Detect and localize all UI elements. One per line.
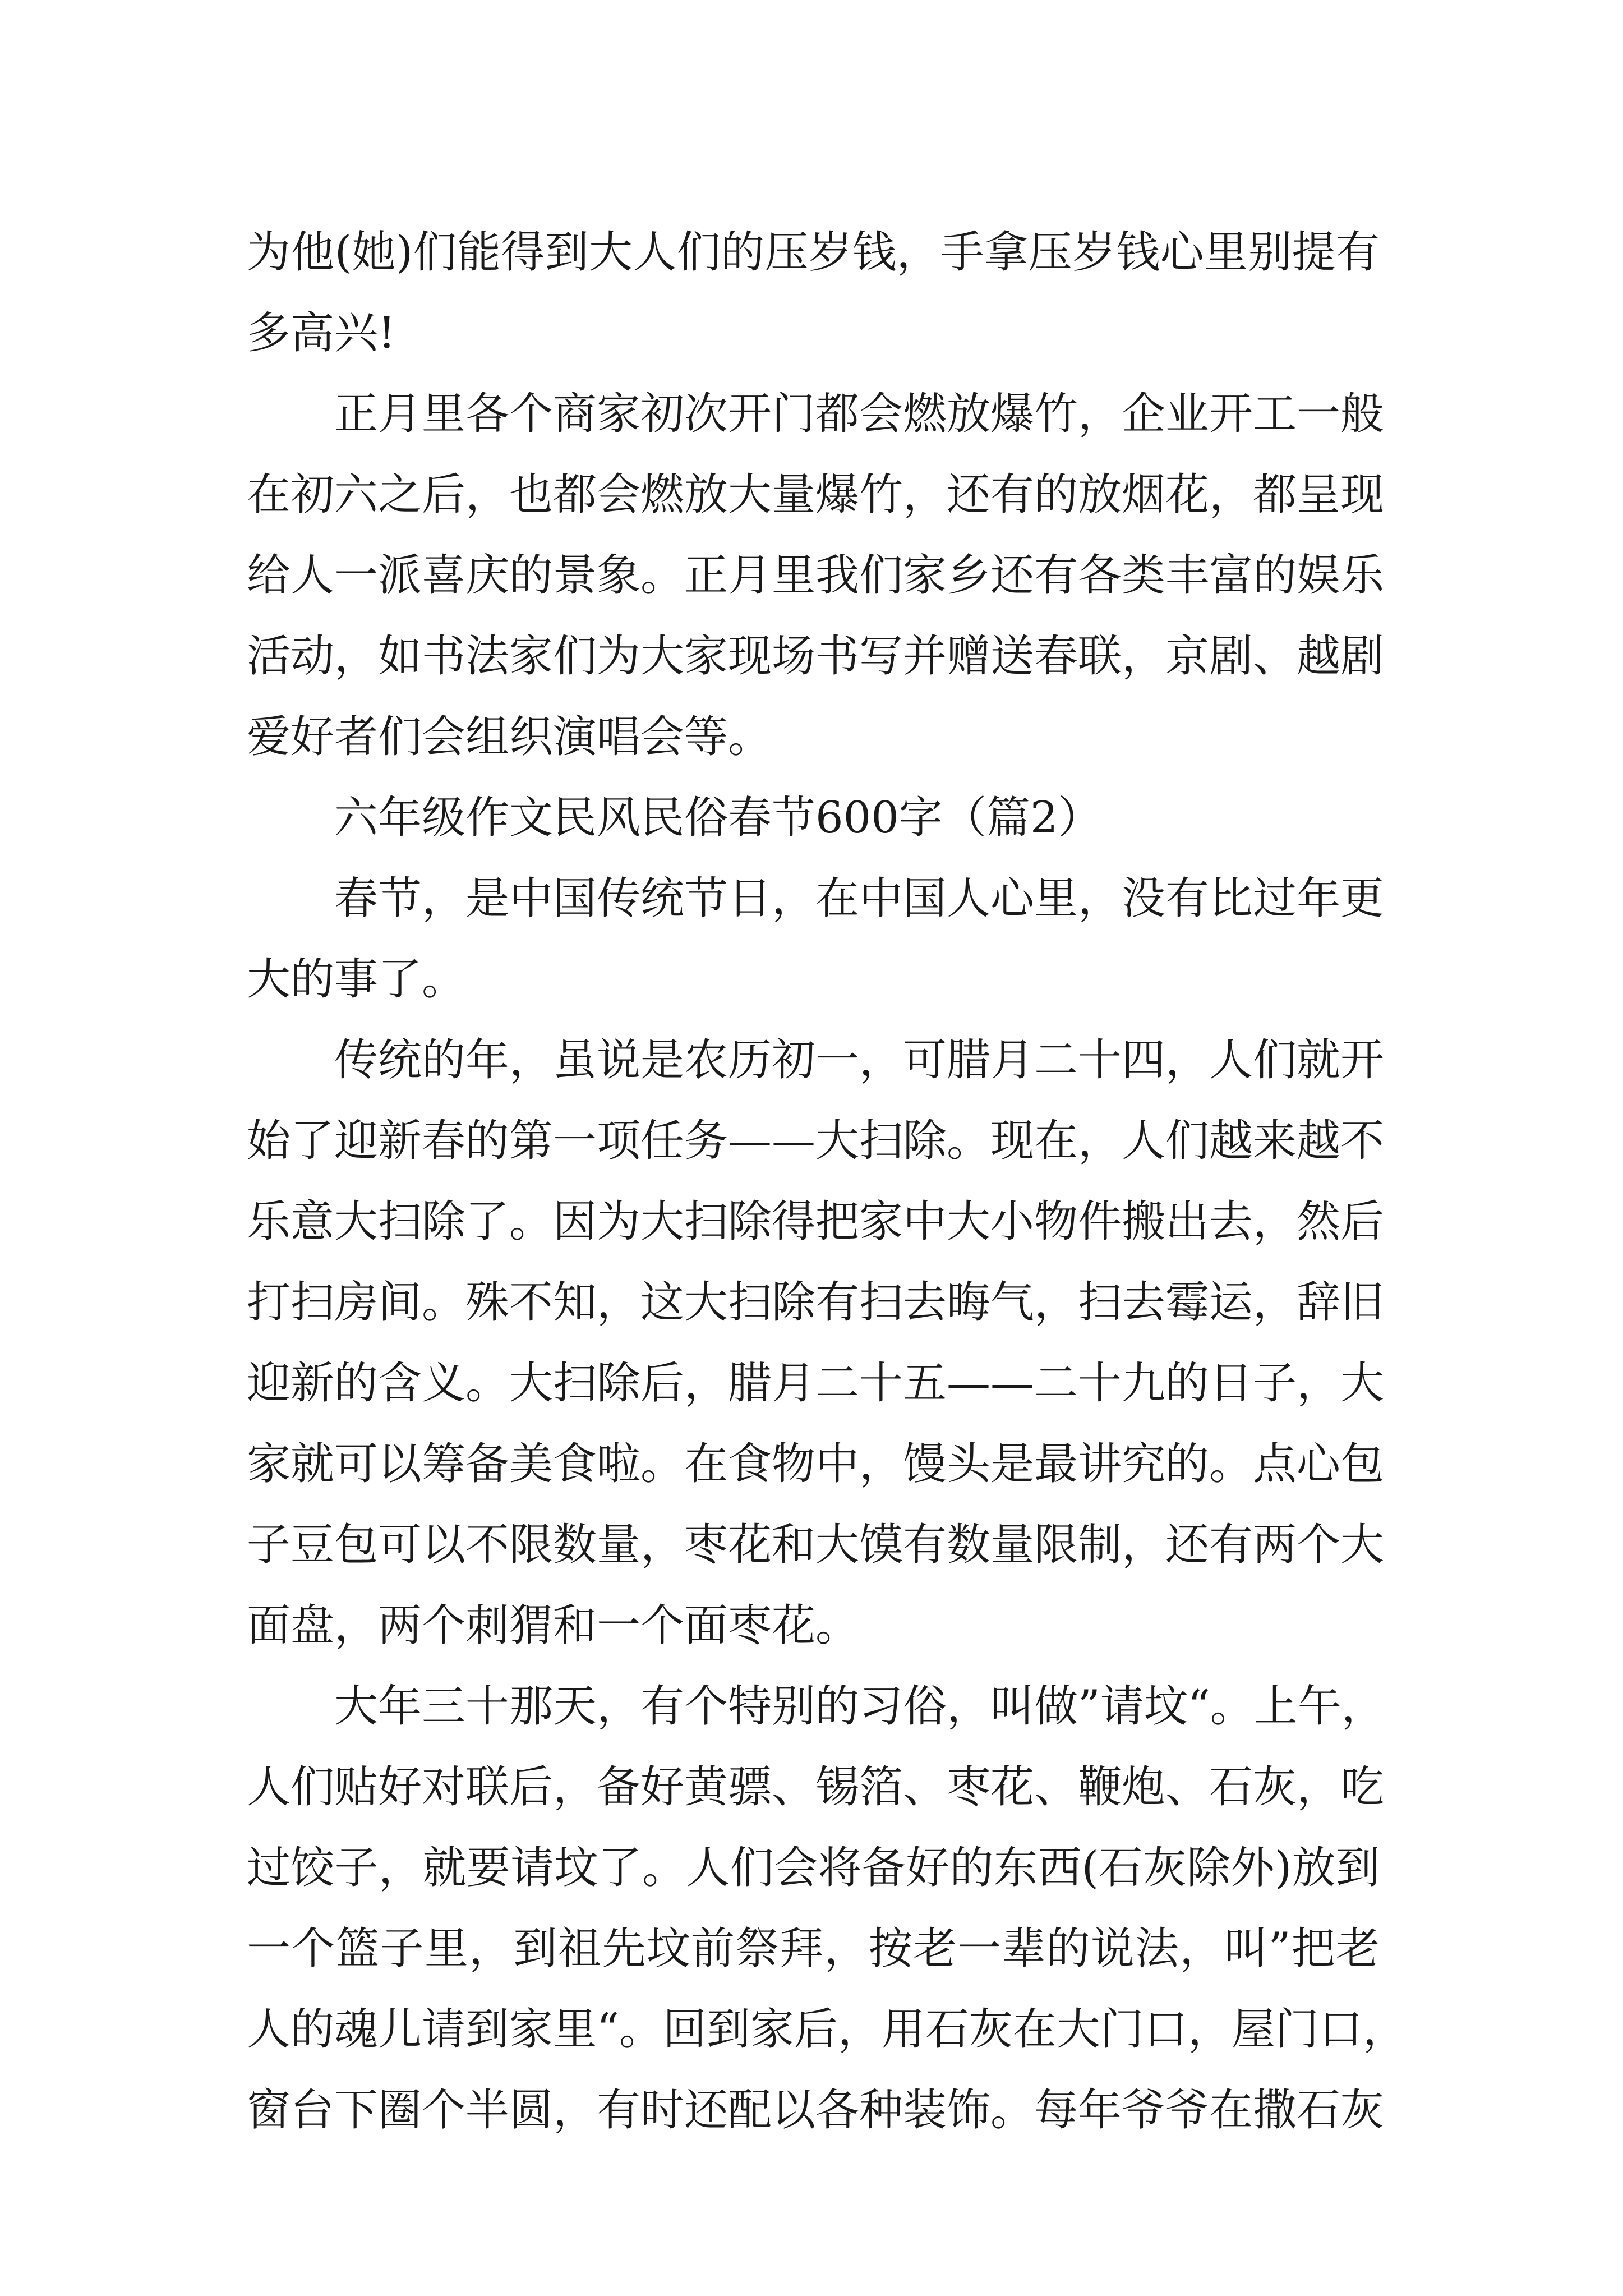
text-line: 给人一派喜庆的景象。正月里我们家乡还有各类丰富的娱乐	[247, 550, 1385, 601]
text-line: 多高兴!	[247, 308, 396, 358]
text-line: 人们贴好对联后，备好黄骠、锡箔、枣花、鞭炮、石灰，吃	[247, 1762, 1385, 1812]
text-line: 过饺子，就要请坟了。人们会将备好的东西(石灰除外)放到	[247, 1843, 1380, 1893]
text-line: 活动，如书法家们为大家现场书写并赠送春联，京剧、越剧	[247, 631, 1385, 682]
text-line: 人的魂儿请到家里“。回到家后，用石灰在大门口，屋门口，	[247, 2004, 1407, 2055]
paragraph-start-line: 传统的年，虽说是农历初一，可腊月二十四，人们就开	[334, 1035, 1385, 1085]
text-line: 乐意大扫除了。因为大扫除得把家中大小物件搬出去，然后	[247, 1197, 1385, 1247]
text-line: 子豆包可以不限数量，枣花和大馍有数量限制，还有两个大	[247, 1520, 1385, 1570]
text-line: 窗台下圈个半圆，有时还配以各种装饰。每年爷爷在撒石灰	[247, 2085, 1385, 2136]
text-line: 迎新的含义。大扫除后，腊月二十五——二十九的日子，大	[247, 1358, 1385, 1409]
text-line: 打扫房间。殊不知，这大扫除有扫去晦气，扫去霉运，辞旧	[247, 1277, 1385, 1328]
text-line: 为他(她)们能得到大人们的压岁钱，手拿压岁钱心里别提有	[247, 227, 1380, 278]
text-line: 始了迎新春的第一项任务——大扫除。现在，人们越来越不	[247, 1116, 1385, 1166]
paragraph-start-line: 正月里各个商家初次开门都会燃放爆竹，企业开工一般	[334, 389, 1385, 439]
paragraph-start-line: 春节，是中国传统节日，在中国人心里，没有比过年更	[334, 873, 1385, 924]
text-line: 一个篮子里，到祖先坟前祭拜，按老一辈的说法，叫”把老	[247, 1924, 1380, 1974]
text-line: 爱好者们会组织演唱会等。	[247, 712, 772, 762]
document-body	[247, 212, 1407, 2151]
text-line: 在初六之后，也都会燃放大量爆竹，还有的放烟花，都呈现	[247, 470, 1385, 520]
paragraph-start-line: 大年三十那天，有个特别的习俗，叫做”请坟“。上午，	[334, 1681, 1385, 1732]
text-line: 大的事了。	[247, 954, 466, 1005]
text-line: 面盘，两个刺猬和一个面枣花。	[247, 1600, 860, 1651]
text-line: 家就可以筹备美食啦。在食物中，馒头是最讲究的。点心包	[247, 1439, 1385, 1489]
section-heading: 六年级作文民风民俗春节600字（篇2）	[334, 793, 1102, 843]
